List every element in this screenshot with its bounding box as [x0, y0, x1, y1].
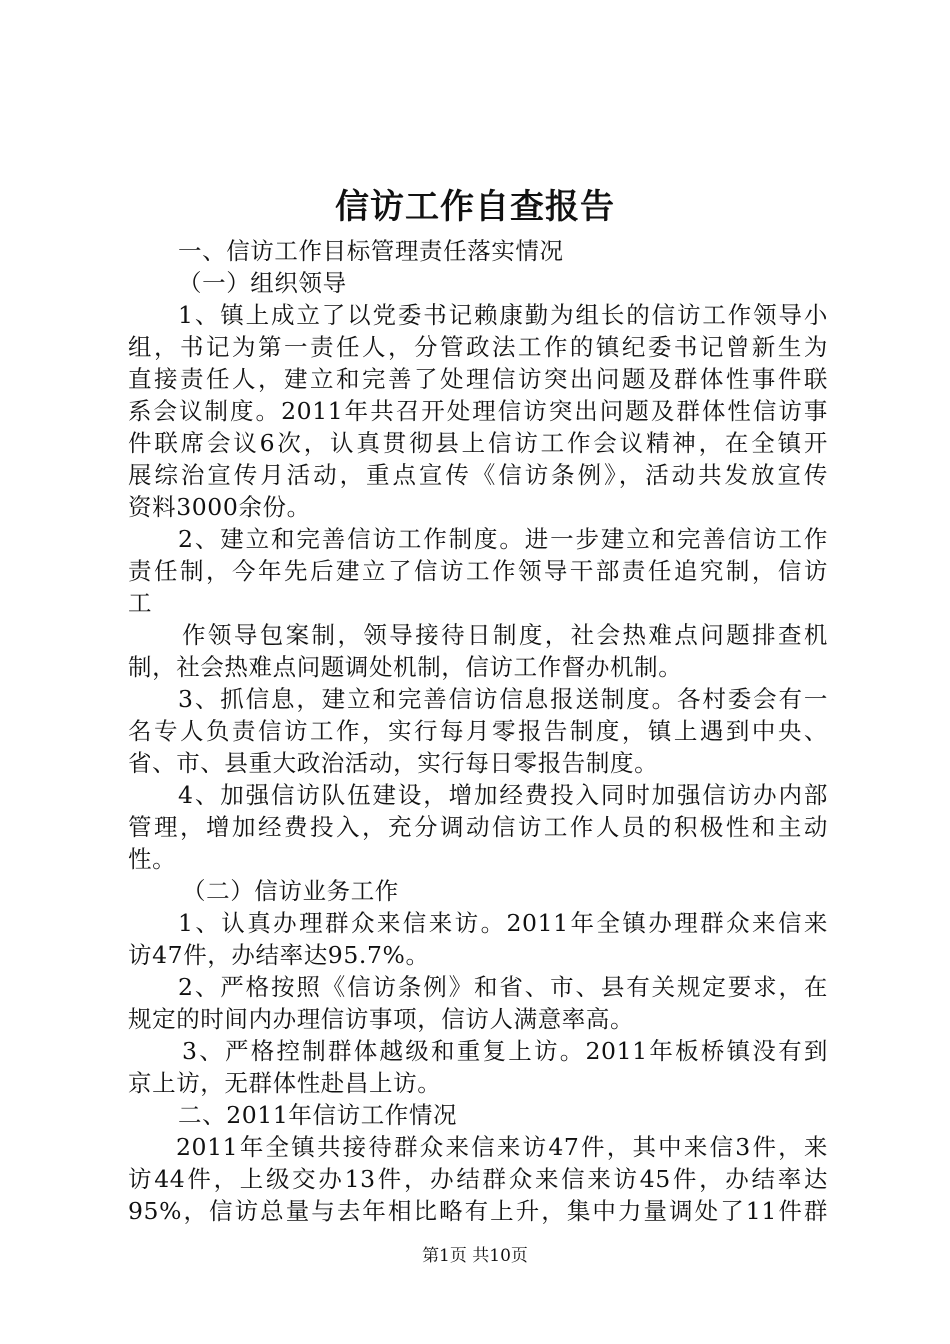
paragraph-line: 3、严格控制群体越级和重复上访。2011年板桥镇没有到	[182, 1037, 828, 1065]
paragraph-line: 制，社会热难点问题调处机制，信访工作督办机制。	[128, 653, 683, 681]
paragraph-line: 件联席会议6次，认真贯彻县上信访工作会议精神，在全镇开	[128, 429, 828, 457]
paragraph-line: 1、认真办理群众来信来访。2011年全镇办理群众来信来	[178, 909, 828, 937]
paragraph-line: 访47件，办结率达95.7%。	[128, 941, 430, 969]
paragraph-line: 省、市、县重大政治活动，实行每日零报告制度。	[128, 749, 659, 777]
paragraph-line: 管理，增加经费投入，充分调动信访工作人员的积极性和主动	[128, 813, 828, 841]
paragraph-line: 组，书记为第一责任人，分管政法工作的镇纪委书记曾新生为	[128, 333, 828, 361]
paragraph-line: 名专人负责信访工作，实行每月零报告制度，镇上遇到中央、	[128, 717, 828, 745]
subsection-heading: （二）信访业务工作	[182, 877, 399, 905]
paragraph-line: 2011年全镇共接待群众来信来访47件，其中来信3件，来	[176, 1133, 828, 1161]
paragraph-line: 95%，信访总量与去年相比略有上升，集中力量调处了11件群	[128, 1197, 828, 1225]
paragraph-line: 责任制，今年先后建立了信访工作领导干部责任追究制，信访	[128, 557, 828, 585]
paragraph-line: 工	[128, 589, 153, 617]
paragraph-line: 2、严格按照《信访条例》和省、市、县有关规定要求，在	[178, 973, 828, 1001]
paragraph-line: 3、抓信息，建立和完善信访信息报送制度。各村委会有一	[178, 685, 828, 713]
section-heading: 一、信访工作目标管理责任落实情况	[178, 237, 564, 265]
paragraph-line: 访44件，上级交办13件，办结群众来信来访45件，办结率达	[128, 1165, 828, 1193]
document-title: 信访工作自查报告	[335, 187, 615, 227]
paragraph-line: 资料3000余份。	[128, 493, 311, 521]
paragraph-line: 性。	[128, 845, 177, 873]
page-footer: 第1页 共10页	[422, 1246, 528, 1266]
section-heading: 二、2011年信访工作情况	[178, 1101, 458, 1129]
subsection-heading: （一）组织领导	[178, 269, 347, 297]
paragraph-line: 作领导包案制，领导接待日制度，社会热难点问题排查机	[182, 621, 828, 649]
paragraph-line: 系会议制度。2011年共召开处理信访突出问题及群体性信访事	[128, 397, 828, 425]
paragraph-line: 展综治宣传月活动，重点宣传《信访条例》，活动共发放宣传	[128, 461, 828, 489]
paragraph-line: 2、建立和完善信访工作制度。进一步建立和完善信访工作	[178, 525, 828, 553]
paragraph-line: 京上访，无群体性赴昌上访。	[128, 1069, 442, 1097]
paragraph-line: 规定的时间内办理信访事项，信访人满意率高。	[128, 1005, 635, 1033]
paragraph-line: 4、加强信访队伍建设，增加经费投入同时加强信访办内部	[178, 781, 828, 809]
paragraph-line: 1、镇上成立了以党委书记赖康勤为组长的信访工作领导小	[178, 301, 828, 329]
paragraph-line: 直接责任人，建立和完善了处理信访突出问题及群体性事件联	[128, 365, 828, 393]
